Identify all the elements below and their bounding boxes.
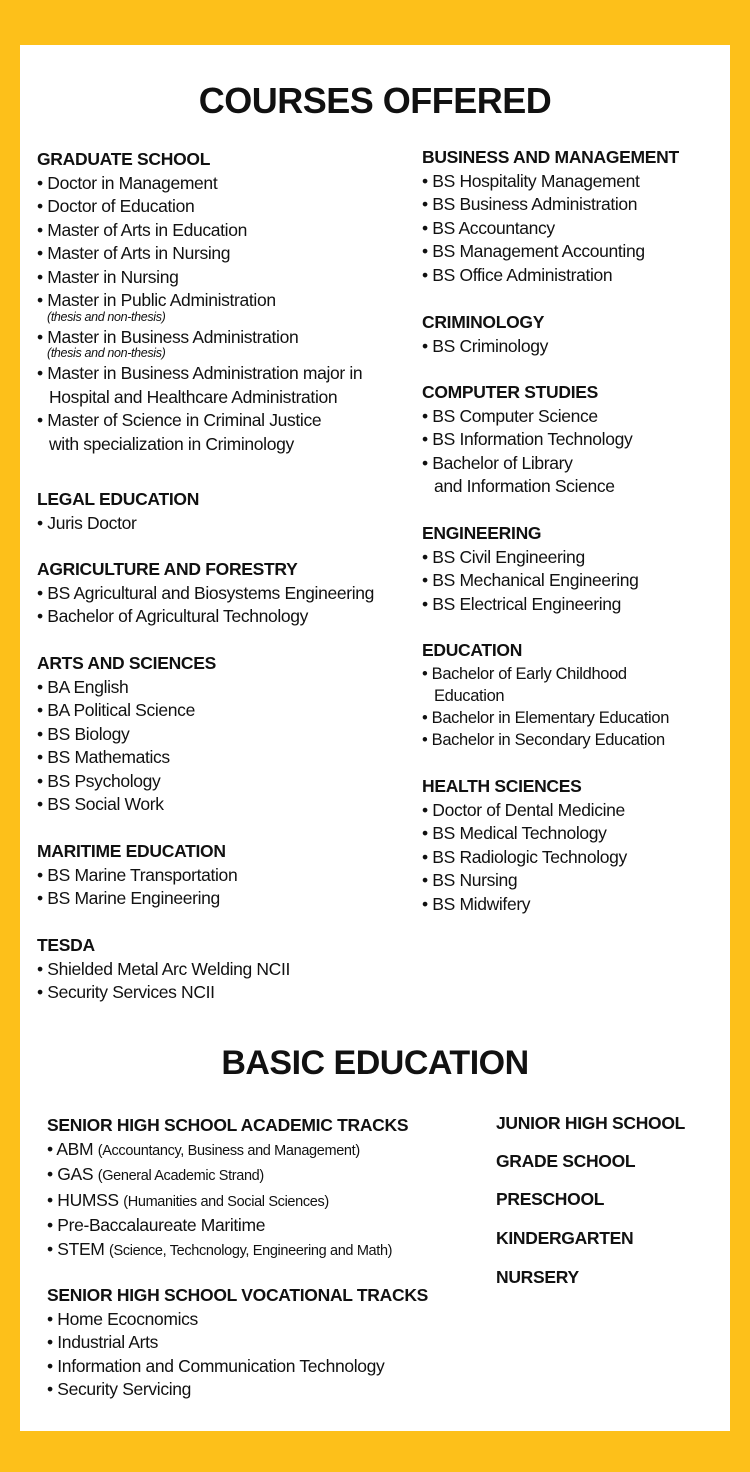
item-label: BS Marine Transportation — [47, 864, 238, 885]
list-item: • Bachelor in Secondary Education — [422, 730, 665, 749]
item-label: BS Agricultural and Biosystems Engineering — [47, 582, 375, 603]
list-item: • Industrial Arts — [47, 1332, 159, 1352]
course-section — [422, 311, 548, 358]
course-section — [422, 775, 627, 916]
item-continuation: Hospital and Healthcare Administration — [49, 386, 338, 407]
item-label: BS Medical Technology — [432, 823, 607, 843]
item-label: BS Nursing — [432, 870, 518, 890]
course-section — [37, 934, 290, 1005]
list-item: • BS Medical Technology — [422, 823, 607, 843]
list-item: • BS Business Administration — [422, 194, 638, 214]
item-label: Master in Public Administration — [47, 290, 276, 310]
item-label: BS Biology — [47, 723, 130, 744]
item-detail: (General Academic Strand) — [97, 1168, 264, 1184]
section-heading: BUSINESS AND MANAGEMENT — [422, 147, 679, 167]
list-item: • BS Information Technology — [422, 429, 633, 449]
list-item: • BS Mathematics — [37, 747, 170, 767]
item-continuation: with specialization in Criminology — [49, 433, 294, 454]
item-label: Bachelor in Secondary Education — [431, 730, 665, 749]
item-label: Pre-Baccalaureate Maritime — [57, 1215, 266, 1235]
item-label: Master in Business Administration major in — [47, 363, 363, 383]
page-title: COURSES OFFERED — [198, 80, 552, 121]
item-label: GAS — [57, 1164, 94, 1184]
list-item: • BS Electrical Engineering — [422, 593, 622, 614]
item-label: BS Business Administration — [432, 194, 638, 214]
list-item: • Juris Doctor — [37, 512, 137, 533]
section-heading: TESDA — [37, 935, 95, 955]
list-item: • Master of Science in Criminal Justice — [37, 410, 322, 430]
list-item: • BS Criminology — [422, 335, 548, 356]
list-item: • BS Management Accounting — [422, 241, 645, 261]
list-item: • Security Services NCII — [37, 982, 215, 1002]
list-item: • GAS (General Academic Strand) — [47, 1164, 264, 1184]
item-label: Juris Doctor — [47, 512, 137, 533]
list-item: • BS Social Work — [37, 794, 164, 814]
basic-level-heading: NURSERY — [496, 1267, 579, 1287]
course-section — [422, 381, 632, 499]
item-label: HUMSS — [57, 1189, 119, 1210]
section-heading: SENIOR HIGH SCHOOL ACADEMIC TRACKS — [47, 1115, 409, 1135]
basic-level-heading: GRADE SCHOOL — [496, 1151, 636, 1171]
section-heading: COMPUTER STUDIES — [422, 382, 599, 402]
course-section — [47, 1284, 428, 1402]
list-item: • Bachelor of Early Childhood — [422, 664, 627, 683]
item-label: STEM — [57, 1238, 105, 1259]
section-heading: MARITIME EDUCATION — [37, 841, 226, 861]
item-label: Master of Arts in Education — [47, 219, 247, 240]
course-section — [47, 1114, 408, 1263]
item-label: Information and Communication Technology — [57, 1355, 385, 1376]
course-section — [37, 148, 362, 456]
item-label: BS Accountancy — [432, 217, 555, 238]
item-label: BS Radiologic Technology — [432, 846, 627, 867]
list-item: • Master in Public Administration — [37, 290, 276, 310]
list-item: • Master in Business Administration major in — [37, 363, 363, 383]
item-detail: (Accountancy, Business and Management) — [97, 1142, 360, 1159]
list-item: • Master in Nursing — [37, 266, 179, 287]
item-label: Doctor of Dental Medicine — [432, 799, 625, 820]
section-heading: ARTS AND SCIENCES — [37, 653, 216, 673]
list-item: • BS Computer Science — [422, 405, 598, 426]
section-heading: GRADUATE SCHOOL — [37, 149, 211, 169]
list-item: • BS Agricultural and Biosystems Engineering — [37, 582, 375, 603]
list-item: • BS Civil Engineering — [422, 546, 585, 567]
section-heading: SENIOR HIGH SCHOOL VOCATIONAL TRACKS — [47, 1285, 429, 1305]
list-item: • BS Nursing — [422, 870, 518, 890]
item-detail: (Science, Techcnology, Engineering and Math) — [109, 1242, 393, 1259]
list-item: • ABM (Accountancy, Business and Management) — [47, 1138, 360, 1159]
item-label: BA English — [47, 676, 129, 697]
item-label: BS Social Work — [47, 794, 164, 814]
item-detail: (Humanities and Social Sciences) — [123, 1193, 329, 1210]
item-label: Bachelor of Library — [432, 452, 573, 473]
list-item: • BS Office Administration — [422, 264, 613, 285]
list-item: • Home Ecocnomics — [47, 1308, 198, 1329]
item-label: BA Political Science — [47, 700, 195, 720]
item-label: Shielded Metal Arc Welding NCII — [47, 958, 290, 979]
list-item: • STEM (Science, Techcnology, Engineering and Math) — [47, 1238, 393, 1259]
item-label: Master of Arts in Nursing — [47, 243, 231, 263]
course-section — [422, 522, 639, 616]
list-item: • Pre-Baccalaureate Maritime — [47, 1215, 266, 1235]
item-label: Doctor in Management — [47, 172, 218, 193]
item-label: Bachelor of Early Childhood — [431, 664, 627, 683]
list-item: • BS Marine Engineering — [37, 888, 220, 908]
list-item: • BA Political Science — [37, 700, 195, 720]
item-label: Master of Science in Criminal Justice — [47, 410, 322, 430]
item-label: BS Marine Engineering — [47, 888, 220, 908]
item-label: Industrial Arts — [57, 1332, 159, 1352]
item-label: ABM — [56, 1138, 94, 1159]
item-label: BS Computer Science — [432, 405, 598, 426]
list-item: • BS Midwifery — [422, 893, 531, 914]
course-section — [37, 652, 216, 817]
item-label: Master in Nursing — [47, 266, 179, 287]
list-item: • BS Hospitality Management — [422, 170, 640, 191]
list-item: • Bachelor in Elementary Education — [422, 708, 670, 727]
list-item: • Doctor of Education — [37, 196, 195, 216]
section-heading: ENGINEERING — [422, 523, 542, 543]
item-label: BS Mathematics — [47, 747, 170, 767]
list-item: • Master of Arts in Education — [37, 219, 247, 240]
list-item: • BS Biology — [37, 723, 130, 744]
item-note: (thesis and non-thesis) — [47, 309, 166, 324]
item-label: BS Information Technology — [432, 429, 633, 449]
item-label: BS Office Administration — [432, 264, 613, 285]
list-item: • Shielded Metal Arc Welding NCII — [37, 958, 290, 979]
item-note: (thesis and non-thesis) — [47, 346, 166, 360]
basic-level-heading: JUNIOR HIGH SCHOOL — [496, 1113, 686, 1133]
list-item: • Master in Business Administration — [37, 326, 299, 347]
item-label: Bachelor of Agricultural Technology — [47, 606, 309, 626]
course-section — [37, 840, 237, 911]
section-heading: CRIMINOLOGY — [422, 312, 545, 332]
item-continuation: Education — [434, 686, 505, 705]
list-item: • BA English — [37, 676, 129, 697]
item-label: Security Servicing — [57, 1379, 192, 1399]
list-item: • BS Mechanical Engineering — [422, 570, 639, 590]
item-label: BS Psychology — [47, 770, 161, 791]
section-heading: LEGAL EDUCATION — [37, 489, 200, 509]
list-item: • Bachelor of Library — [422, 452, 573, 473]
course-section — [37, 558, 374, 629]
list-item: • Master of Arts in Nursing — [37, 243, 231, 263]
item-label: Master in Business Administration — [47, 326, 299, 347]
item-label: Home Ecocnomics — [57, 1308, 198, 1329]
list-item: • Security Servicing — [47, 1379, 192, 1399]
list-item: • Doctor in Management — [37, 172, 218, 193]
item-label: BS Civil Engineering — [432, 546, 585, 567]
item-continuation: and Information Science — [434, 476, 615, 496]
list-item: • HUMSS (Humanities and Social Sciences) — [47, 1189, 329, 1210]
item-label: BS Mechanical Engineering — [432, 570, 639, 590]
item-label: Bachelor in Elementary Education — [431, 708, 670, 727]
list-item: • Doctor of Dental Medicine — [422, 799, 625, 820]
list-item: • BS Psychology — [37, 770, 161, 791]
list-item: • Bachelor of Agricultural Technology — [37, 606, 309, 626]
item-label: BS Management Accounting — [432, 241, 645, 261]
item-label: BS Electrical Engineering — [432, 593, 622, 614]
list-item: • BS Accountancy — [422, 217, 555, 238]
item-label: Doctor of Education — [47, 196, 195, 216]
item-label: Security Services NCII — [47, 982, 215, 1002]
course-section — [37, 488, 199, 535]
list-item: • Information and Communication Technology — [47, 1355, 385, 1376]
basic-level-heading: KINDERGARTEN — [496, 1228, 634, 1248]
section-heading: EDUCATION — [422, 640, 523, 660]
basic-level-heading: PRESCHOOL — [496, 1189, 605, 1209]
course-section — [422, 639, 669, 751]
basic-education-title: BASIC EDUCATION — [221, 1044, 529, 1082]
item-label: BS Midwifery — [432, 893, 531, 914]
item-label: BS Hospitality Management — [432, 170, 640, 191]
section-heading: AGRICULTURE AND FORESTRY — [37, 559, 298, 579]
item-label: BS Criminology — [432, 335, 548, 356]
section-heading: HEALTH SCIENCES — [422, 776, 582, 796]
list-item: • BS Marine Transportation — [37, 864, 238, 885]
course-section — [422, 146, 679, 287]
list-item: • BS Radiologic Technology — [422, 846, 627, 867]
